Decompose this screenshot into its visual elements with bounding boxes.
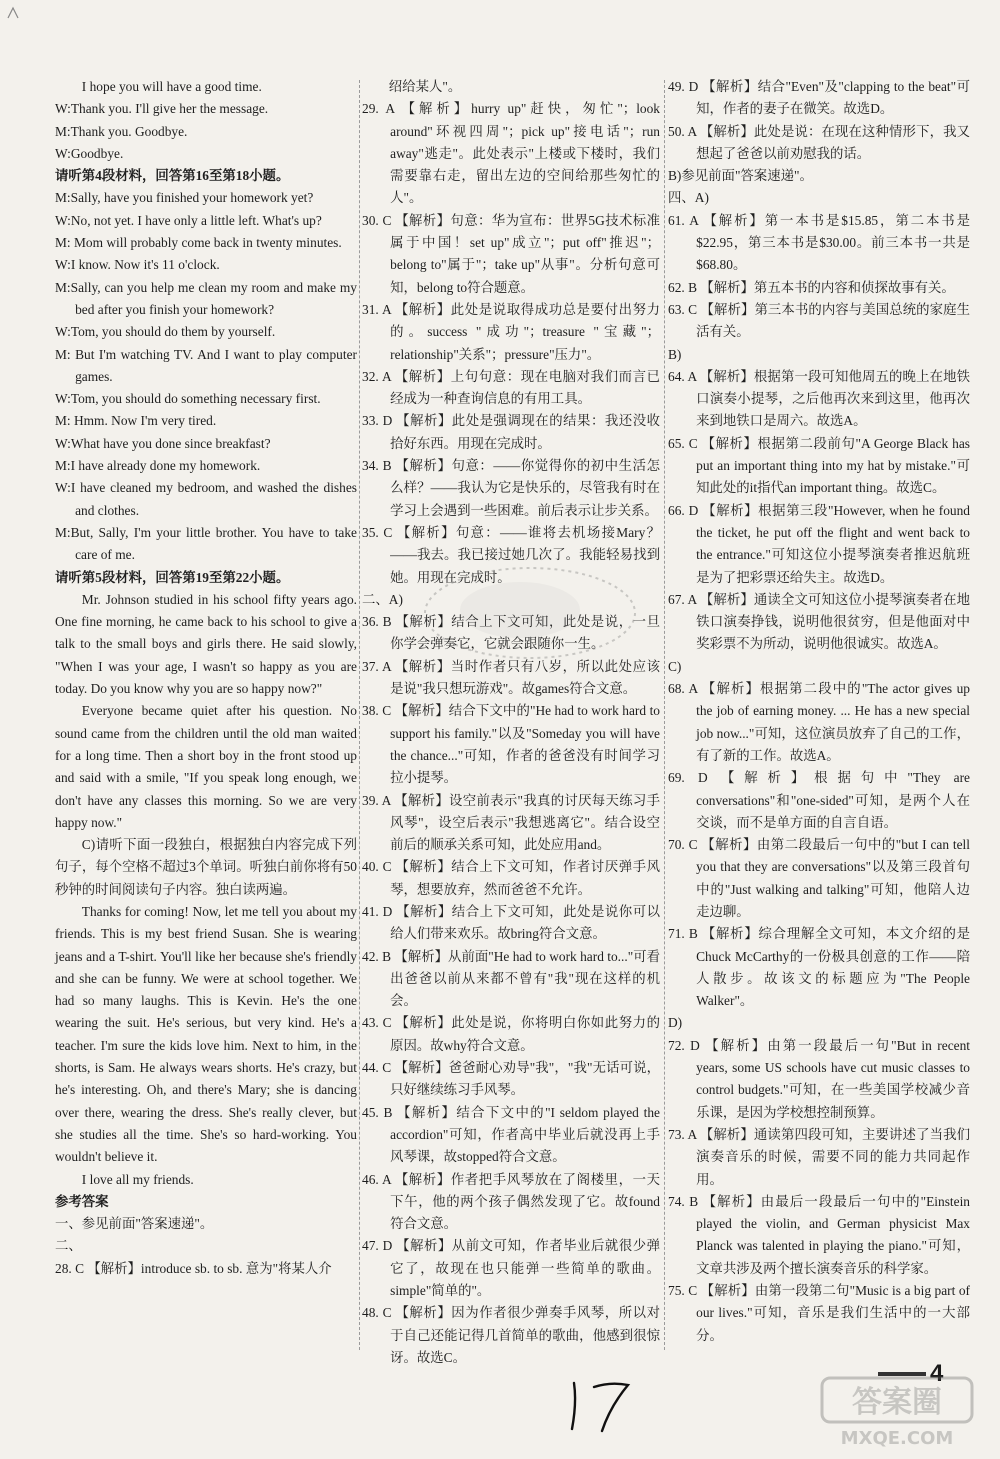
text-paragraph: 37. A 【解析】当时作者只有八岁，所以此处应该是说"我只想玩游戏"。故games符合文意。 (362, 658, 660, 697)
text-paragraph: W:Goodbye. (55, 145, 124, 161)
text-paragraph: 64. A 【解析】根据第一段可知他周五的晚上在地铁口演奏小提琴，之后他再次来到这里，他再次来到地铁口是周六。故选A。 (668, 368, 970, 429)
text-paragraph: 61. A 【解析】第一本书是$15.85，第二本书是$22.95，第三本书是$30.00。前三本书一共是$68.80。 (668, 212, 970, 273)
smudge-stamp (410, 555, 650, 670)
text-paragraph: 73. A 【解析】通读第四段可知，主要讲述了当我们演奏音乐的时候，需要不同的能力共同起作用。 (668, 1126, 970, 1187)
page-number: 4 (930, 1360, 944, 1387)
text-paragraph: M: Hmm. Now I'm very tired. (55, 413, 217, 429)
text-paragraph: 46. A 【解析】作者把手风琴放在了阁楼里，一天下午，他的两个孩子偶然发现了它。故found符合文意。 (362, 1171, 660, 1232)
text-paragraph: M:Sally, can you help me clean my room and make my bed after you finish your homework? (55, 279, 357, 317)
text-paragraph: 36. B 【解析】结合上下文可知，此处是说，一旦你学会弹奏它，它就会跟随你一生。 (362, 614, 660, 652)
text-paragraph: I love all my friends. (81, 1171, 194, 1187)
text-paragraph: M:Thank you. Goodbye. (55, 123, 188, 139)
text-paragraph: 72. D 【解析】由第一段最后一句"But in recent years, some US schools have cut music classes to control budgets."可知，在一些美国学校减少音乐课，是因为学校想控制预算。 (668, 1037, 970, 1120)
text-paragraph: 71. B 【解析】综合理解全文可知，本文介绍的是Chuck McCarthy的一份极具创意的工作——陪人散步。故该文的标题应为"The People Walker"。 (668, 926, 970, 1009)
text-paragraph: 绍给某人"。 (388, 79, 462, 94)
text-paragraph: Mr. Johnson studied in his school fifty years ago. One fine morning, he came back to his school to give a talk to the small boys and girls there. He said slowly, "When I was your age, I wasn't so happy as you are today. Do you know why you are so happy now?" (55, 591, 357, 697)
text-paragraph: 65. C 【解析】根据第二段前句"A George Black has put an important thing into my hat by mistake."可知此处的it指代an important thing。故选C。 (668, 435, 970, 496)
text-paragraph: 33. D 【解析】此处是强调现在的结果：我还没收拾好东西。用现在完成时。 (362, 413, 660, 451)
text-paragraph: 31. A 【解析】此处是说取得成功总是要付出努力的。success "成功"；treasure "宝藏"；relationship"关系"；pressure"压力"。 (362, 301, 660, 362)
text-paragraph: 70. C 【解析】由第二段最后一句中的"but I can tell you that they are conversations"以及第三段首句中的"Just walking and talking"可知，他陪人边走边聊。 (668, 837, 970, 919)
text-paragraph: 41. D 【解析】结合上下文可知，此处是说你可以给人们带来欢乐。故bring符合文意。 (362, 903, 660, 942)
text-paragraph: 42. B 【解析】从前面"He had to work hard to..."可看出爸爸以前从来都不曾有"我"现在这样的机会。 (362, 948, 660, 1009)
text-paragraph: 62. B 【解析】第五本书的内容和侦探故事有关。 (668, 279, 955, 295)
text-paragraph: 75. C 【解析】由第一段第二句"Music is a big part of our lives."可知，音乐是我们生活中的一大部分。 (668, 1283, 970, 1343)
text-paragraph: 49. D 【解析】结合"Even"及"clapping to the beat"可知，作者的妻子在微笑。故选D。 (668, 79, 970, 117)
svg-text:答案圈: 答案圈 (852, 1385, 942, 1420)
text-paragraph: 一、参见前面"答案速递"。 (55, 1216, 214, 1232)
text-paragraph: M: But I'm watching TV. And I want to play computer games. (55, 346, 357, 384)
text-paragraph: 参考答案 (55, 1193, 109, 1209)
text-paragraph: 34. B 【解析】句意：——你觉得你的初中生活怎么样？——我认为它是快乐的，尽管我有时在学习上会遇到一些困难。前后表示让步关系。 (362, 458, 660, 518)
text-paragraph: W:Tom, you should do them by yourself. (55, 324, 276, 340)
text-paragraph: 四、A) (668, 190, 709, 206)
text-paragraph: W:What have you done since breakfast? (55, 435, 271, 451)
text-paragraph: 74. B 【解析】由最后一段最后一句中的"Einstein played the violin, and German physicist Max Planck was talented in playing the piano."可知，文章共涉及两个擅长演奏音乐的科学家。 (668, 1193, 970, 1276)
text-paragraph: 请听第4段材料，回答第16至第18小题。 (55, 168, 290, 184)
text-paragraph: W:I know. Now it's 11 o'clock. (55, 257, 220, 273)
column-right (668, 76, 970, 1347)
text-paragraph: 68. A 【解析】根据第二段中的"The actor gives up the job of earning money. ... He has a new special job now..."可知，这位演员放弃了自己的工作，有了新的工作。故选A。 (668, 681, 970, 763)
svg-text:MXQE.COM: MXQE.COM (840, 1428, 954, 1449)
text-paragraph: W:Thank you. I'll give her the message. (55, 101, 269, 117)
text-paragraph: 40. C 【解析】结合上下文可知，作者讨厌弹手风琴，想要放弃，然而爸爸不允许。 (362, 859, 660, 897)
column-divider (664, 80, 665, 1350)
watermark-logo (818, 1372, 978, 1452)
text-paragraph: C) (668, 658, 682, 674)
text-paragraph: 29. A 【解析】hurry up"赶快，匆忙"；look around"环视四周"；pick up"接电话"；run away"逃走"。此处表示"上楼或下楼时，我们需要靠右走，留出左边的空间给那些匆忙的人"。 (362, 101, 660, 206)
text-paragraph: B) (668, 346, 682, 362)
text-paragraph: 69. D 【解析】根据句中"They are conversations"和"one-sided"可知，是两个人在交谈，而不是单方面的自言自语。 (668, 770, 970, 830)
text-paragraph: M:But, Sally, I'm your little brother. You have to take care of me. (55, 524, 357, 563)
text-paragraph: 47. D 【解析】从前文可知，作者毕业后就很少弹它了，故现在也只能弹一些简单的歌曲。simple"简单的"。 (362, 1238, 660, 1299)
text-paragraph: W:Tom, you should do something necessary first. (55, 391, 321, 407)
text-paragraph: M: Mom will probably come back in twenty minutes. (55, 235, 342, 251)
text-paragraph: 30. C 【解析】句意：华为宣布：世界5G技术标准属于中国！set up"成立"；put off"推迟"；belong to"属于"；take up"从事"。分析句意可知，belong to符合题意。 (362, 212, 660, 295)
text-paragraph: 44. C 【解析】爸爸耐心劝导"我"，"我"无话可说，只好继续练习手风琴。 (362, 1060, 660, 1098)
handwritten-number (560, 1375, 640, 1435)
text-paragraph: Thanks for coming! Now, let me tell you about my friends. This is my best friend Susan. She is wearing jeans and a T-shirt. You'll like her because she's friendly and she can be funny. We were at school together. We had so many laughs. This is Kevin. He's the one wearing the suit. He's serious, but very kind. He's a teacher. I'm sure the kids love him. Next to him, in the shorts, is Sam. He always wears shorts. He's crazy, but he's interesting. Oh, and there's Mary; she is dancing over there, wearing the dress. She's really clever, but she studies all the time. She's so hard-working. You wouldn't believe it. (55, 903, 357, 1165)
text-paragraph: 66. D 【解析】根据第三段"However, when he found the ticket, he put off the flight and went back to the entrance."可知这位小提琴演奏者推迟航班是为了把彩票还给失主。故选D。 (668, 502, 970, 585)
text-paragraph: 28. C 【解析】introduce sb. to sb. 意为"将某人介 (55, 1260, 332, 1276)
text-paragraph: M:Sally, have you finished your homework yet? (55, 190, 314, 206)
text-paragraph: 39. A 【解析】设空前表示"我真的讨厌每天练习手风琴"，设空后表示"我想逃离它"。结合设空前后的顺承关系可知，此处应用and。 (362, 792, 660, 853)
text-paragraph: B)参见前面"答案速递"。 (668, 168, 813, 184)
text-paragraph: 43. C 【解析】此处是说，你将明白你如此努力的原因。故why符合文意。 (362, 1015, 660, 1053)
text-paragraph: I hope you will have a good time. (81, 79, 262, 94)
text-paragraph: D) (668, 1015, 683, 1031)
text-paragraph: 48. C 【解析】因为作者很少弹奏手风琴，所以对于自己还能记得几首简单的歌曲，他感到很惊讶。故选C。 (362, 1305, 660, 1365)
corner-mark-icon (6, 6, 20, 20)
column-left (55, 76, 357, 1280)
text-paragraph: 请听第5段材料，回答第19至第22小题。 (55, 569, 290, 585)
text-paragraph: 67. A 【解析】通读全文可知这位小提琴演奏者在地铁口演奏挣钱，说明他很贫穷，但是他面对中奖彩票不为所动，说明他很诚实。故选A。 (668, 591, 970, 652)
text-paragraph: 38. C 【解析】结合下文中的"He had to work hard to support his family."以及"Someday you will have the chance..."可知，作者的爸爸没有时间学习拉小提琴。 (362, 703, 660, 786)
text-paragraph: 63. C 【解析】第三本书的内容与美国总统的家庭生活有关。 (668, 301, 970, 340)
text-paragraph: 二、 (55, 1238, 82, 1254)
column-middle (362, 76, 660, 1369)
text-paragraph: W:I have cleaned my bedroom, and washed the dishes and clothes. (55, 480, 357, 518)
text-paragraph: 50. A 【解析】此处是说：在现在这种情形下，我又想起了爸爸以前劝慰我的话。 (668, 123, 970, 161)
text-paragraph: 45. B 【解析】结合下文中的"I seldom played the accordion"可知，作者高中毕业后就没再上手风琴课，故stopped符合文意。 (362, 1104, 660, 1165)
text-paragraph: W:No, not yet. I have only a little left. What's up? (55, 212, 322, 228)
text-paragraph: C)请听下面一段独白，根据独白内容完成下列句子，每个空格不超过3个单词。听独白前你将有50秒钟的时间阅读句子内容。独白读两遍。 (55, 837, 357, 897)
text-paragraph: 二、A) (362, 591, 403, 607)
text-paragraph: 32. A 【解析】上句句意：现在电脑对我们而言已经成为一种查询信息的有用工具。 (362, 368, 660, 407)
column-divider (359, 80, 360, 1350)
text-paragraph: Everyone became quiet after his question. No sound came from the children until the old man waited for a long time. Then a short boy in the front stood up and said with a smile, "If you speak long enough, we don't have any classes this morning. So we are very happy now." (55, 703, 357, 830)
text-paragraph: M:I have already done my homework. (55, 458, 261, 474)
text-paragraph: 35. C 【解析】句意：——谁将去机场接Mary？——我去。我已接过她几次了。我能轻易找到她。用现在完成时。 (362, 524, 660, 585)
